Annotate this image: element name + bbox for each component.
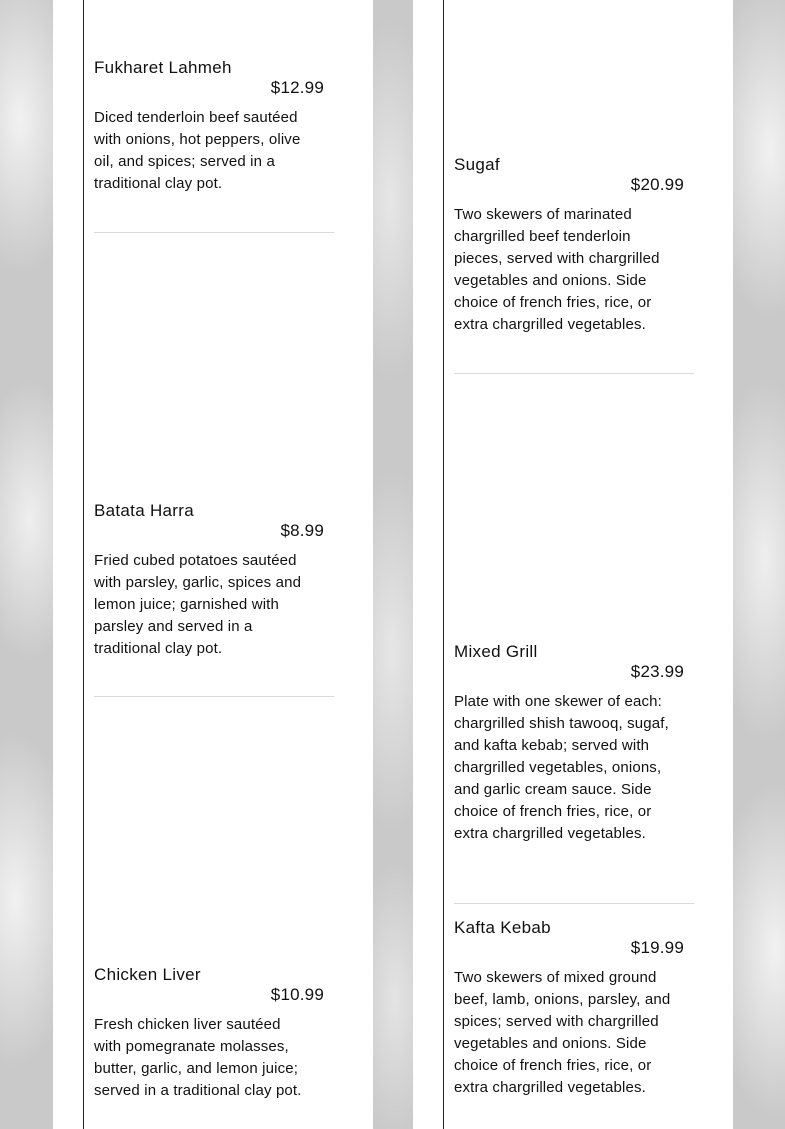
column-rule: [83, 0, 84, 1129]
menu-panel-left: [53, 0, 373, 1129]
column-rule: [443, 0, 444, 1129]
menu-item-name: Mixed Grill: [454, 642, 538, 661]
menu-item-description: Two skewers of marinated chargrilled beef tenderloin pieces, served with chargrilled vegetables and onions. Side choice of french fries, rice, or extra chargrilled vegetables.: [454, 206, 660, 333]
menu-item-name: Batata Harra: [94, 501, 194, 520]
menu-item-name: Kafta Kebab: [454, 918, 551, 937]
menu-item-price: $19.99: [630, 938, 684, 957]
item-divider: [94, 696, 334, 697]
item-divider: [454, 373, 694, 374]
menu-item-description: Diced tenderloin beef sautéed with onions, hot peppers, olive oil, and spices; served in a traditional clay pot.: [94, 109, 301, 192]
item-divider: [454, 903, 694, 904]
menu-item-price: $23.99: [630, 662, 684, 681]
menu-item-price: $10.99: [270, 985, 324, 1004]
menu-item-description: Plate with one skewer of each: chargrilled shish tawooq, sugaf, and kafta kebab; served with chargrilled vegetables, onions, and garlic cream sauce. Side choice of french fries, rice, or extra chargrilled vegetables.: [454, 693, 669, 842]
menu-item-name: Sugaf: [454, 155, 500, 174]
menu-item-name: Fukharet Lahmeh: [94, 58, 232, 77]
menu-item-name: Chicken Liver: [94, 965, 201, 984]
item-divider: [94, 232, 334, 233]
menu-item-price: $20.99: [630, 175, 684, 194]
menu-panel-right: [413, 0, 733, 1129]
menu-item-price: $8.99: [280, 521, 324, 540]
menu-item-description: Two skewers of mixed ground beef, lamb, onions, parsley, and spices; served with chargrilled vegetables and onions. Side choice of french fries, rice, or extra chargrilled vegetables.: [454, 969, 671, 1096]
menu-item-description: Fried cubed potatoes sautéed with parsley, garlic, spices and lemon juice; garnished with parsley and served in a traditional clay pot.: [94, 552, 302, 657]
menu-item-price: $12.99: [270, 78, 324, 97]
menu-item-description: Fresh chicken liver sautéed with pomegranate molasses, butter, garlic, and lemon juice; served in a traditional clay pot.: [94, 1016, 302, 1099]
